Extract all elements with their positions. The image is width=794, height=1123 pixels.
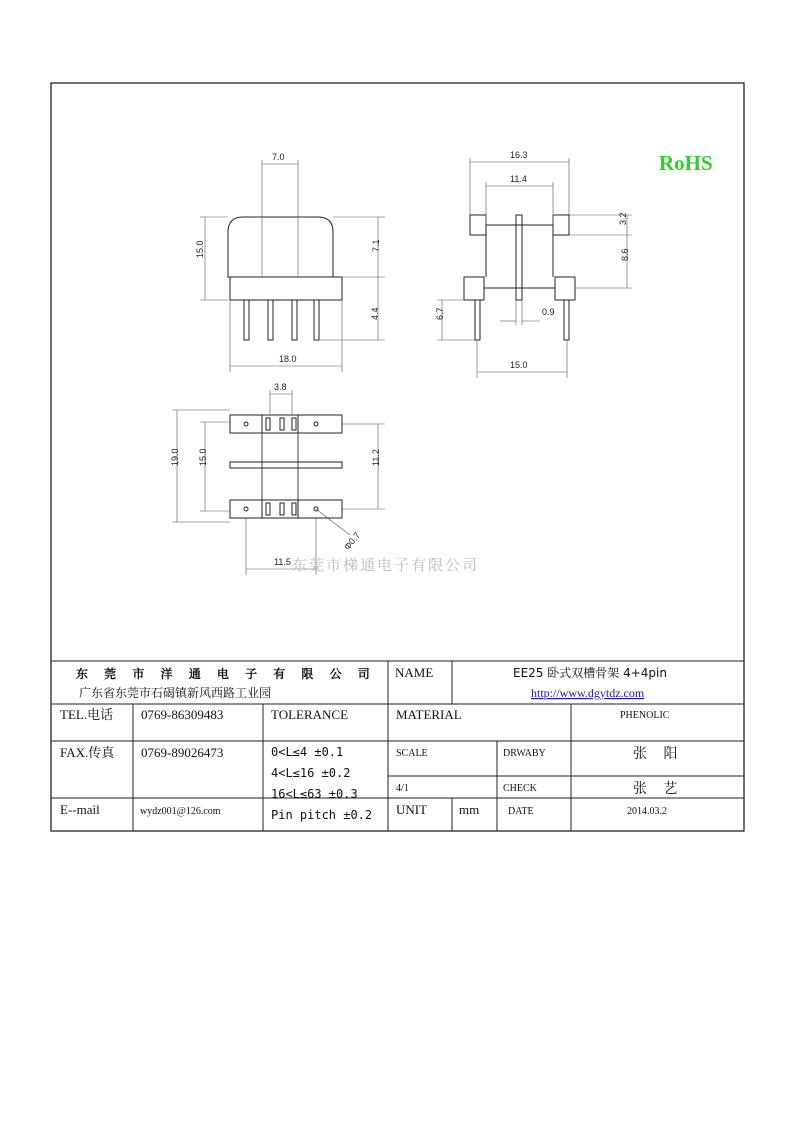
dim-front-width: 18.0: [279, 354, 297, 364]
dim-side-height: 8.6: [620, 248, 630, 261]
email-label: E--mail: [60, 802, 100, 817]
dim-side-pin-span: 15.0: [510, 360, 528, 370]
material-label: MATERIAL: [396, 707, 462, 722]
check-label: CHECK: [503, 783, 537, 794]
tolerance-label: TOLERANCE: [271, 707, 349, 722]
side-view: [435, 150, 632, 378]
tolerance-row-4: Pin pitch ±0.2: [271, 808, 373, 822]
dim-side-width: 16.3: [510, 150, 528, 160]
dim-side-inner-width: 11.4: [510, 174, 527, 184]
material-value: PHENOLIC: [620, 710, 670, 721]
date-label: DATE: [508, 806, 534, 817]
part-name: EE25 卧式双槽骨架 4+4pin: [513, 666, 667, 680]
dim-front-height: 15.0: [195, 240, 205, 258]
scale-label: SCALE: [396, 748, 428, 759]
fax-value: 0769-89026473: [141, 745, 224, 760]
email-value: wydz001@126.com: [140, 806, 221, 817]
check-value: 张 艺: [633, 781, 684, 797]
dim-bottom-total-height: 19.0: [170, 448, 180, 466]
drawby-value: 张 阳: [633, 746, 684, 762]
dim-bottom-row-span: 11.2: [371, 449, 381, 466]
tolerance-row-1: 0<L≤4 ±0.1: [271, 745, 344, 759]
date-value: 2014.03.2: [627, 806, 667, 817]
dim-side-flange: 3.2: [618, 212, 628, 225]
company-address: 广东省东莞市石碣镇新风西路工业园: [79, 686, 272, 700]
fax-label: FAX.传真: [60, 745, 115, 760]
dim-bottom-pin-dia: Φ0.7: [341, 530, 363, 552]
dim-side-pin-length: 6.7: [435, 307, 445, 320]
dim-bottom-pitch: 3.8: [274, 382, 287, 392]
name-label: NAME: [395, 665, 434, 680]
company-name: 东 莞 市 洋 通 电 子 有 限 公 司: [76, 667, 376, 681]
drawby-label: DRWABY: [503, 748, 546, 759]
unit-label: UNIT: [396, 802, 428, 817]
tolerance-row-3: 16<L≤63 ±0.3: [271, 787, 358, 801]
watermark: 东莞市梯通电子有限公司: [292, 556, 480, 574]
tel-value: 0769-86309483: [141, 707, 224, 722]
dim-side-slot: 0.9: [542, 307, 555, 317]
dim-front-height-upper: 7.1: [371, 239, 381, 252]
title-block: [51, 661, 744, 831]
rohs-mark: RoHS: [659, 151, 713, 175]
tolerance-row-2: 4<L≤16 ±0.2: [271, 766, 351, 780]
tel-label: TEL.电话: [60, 707, 114, 722]
front-view: [195, 152, 385, 372]
dim-bottom-row-width: 11.5: [274, 557, 291, 567]
website-link[interactable]: http://www.dgytdz.com: [531, 686, 645, 700]
scale-value: 4/1: [396, 783, 409, 794]
dim-front-width-top: 7.0: [272, 152, 285, 162]
bottom-view: [170, 382, 385, 575]
unit-value: mm: [459, 802, 480, 817]
dim-front-pin-length: 4.4: [370, 307, 380, 320]
dim-bottom-inner-height: 15.0: [198, 448, 208, 466]
